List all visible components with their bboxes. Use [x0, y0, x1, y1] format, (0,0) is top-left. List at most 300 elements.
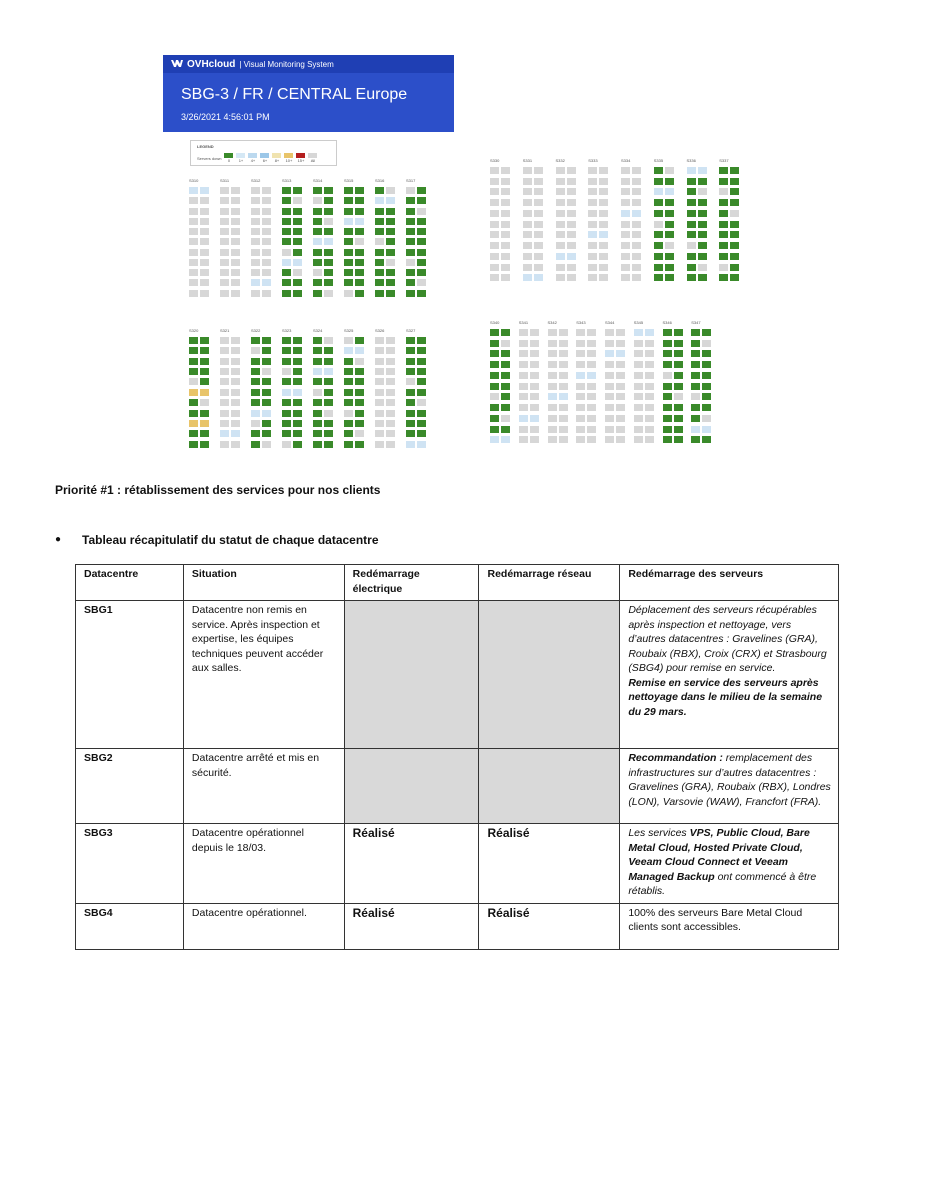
rack-label: S341 [518, 320, 529, 325]
server-cell [530, 383, 539, 390]
server-cell [344, 197, 353, 204]
server-cell [406, 218, 415, 225]
server-cell [663, 372, 672, 379]
server-cell [231, 197, 240, 204]
server-cell [262, 290, 271, 297]
server-cell [355, 228, 364, 235]
server-cell [691, 393, 700, 400]
server-cell [719, 274, 728, 281]
server-cell [530, 350, 539, 357]
server-cell [313, 399, 322, 406]
server-cell [200, 279, 209, 286]
server-cell [490, 167, 499, 174]
server-cell [519, 372, 528, 379]
server-cell [730, 264, 739, 271]
server-cell [406, 368, 415, 375]
server-cell [599, 274, 608, 281]
server-cell [344, 378, 353, 385]
server-cell [567, 242, 576, 249]
table-header-row [76, 565, 839, 601]
server-cell [344, 441, 353, 448]
server-cell [519, 329, 528, 336]
server-cell [324, 290, 333, 297]
server-cell [654, 253, 663, 260]
server-cell [324, 269, 333, 276]
server-cell [654, 167, 663, 174]
rack-label: S336 [686, 158, 696, 163]
server-cell [375, 249, 384, 256]
server-cell [616, 436, 625, 443]
server-cell [654, 274, 663, 281]
server-cell [588, 242, 597, 249]
cell-datacentre: SBG2 [76, 749, 184, 824]
server-cell [632, 178, 641, 185]
server-cell [386, 249, 395, 256]
server-cell [282, 420, 291, 427]
server-cell [654, 221, 663, 228]
server-cell [313, 259, 322, 266]
server-cell [719, 221, 728, 228]
server-cell [324, 249, 333, 256]
server-cell [490, 383, 499, 390]
server-cell [262, 187, 271, 194]
server-cell [344, 290, 353, 297]
server-cell [654, 178, 663, 185]
server-cell [501, 361, 510, 368]
rack-label: S324 [313, 328, 323, 333]
server-cell [576, 383, 585, 390]
legend [190, 140, 337, 166]
server-cell [251, 249, 260, 256]
server-cell [282, 337, 291, 344]
server-cell [282, 389, 291, 396]
server-cell [698, 199, 707, 206]
server-cell [262, 259, 271, 266]
server-cell [220, 378, 229, 385]
server-cell [567, 178, 576, 185]
server-cell [702, 415, 711, 422]
server-cell [616, 329, 625, 336]
server-cell [200, 410, 209, 417]
server-cell [674, 361, 683, 368]
server-cell [687, 231, 696, 238]
server-cell [702, 340, 711, 347]
header-reseau: Redémarrage réseau [479, 565, 620, 601]
server-cell [189, 368, 198, 375]
server-cell [634, 372, 643, 379]
server-cell [663, 426, 672, 433]
server-cell [220, 420, 229, 427]
server-cell [599, 178, 608, 185]
server-cell [702, 426, 711, 433]
server-cell [730, 221, 739, 228]
server-cell [587, 393, 596, 400]
server-cell [355, 378, 364, 385]
server-cell [519, 436, 528, 443]
rack-label: S343 [576, 320, 586, 325]
server-cell [251, 208, 260, 215]
sbg2-servers-label: Recommandation : [628, 752, 723, 764]
server-cell [632, 199, 641, 206]
server-cell [324, 441, 333, 448]
server-cell [262, 399, 271, 406]
server-cell [386, 410, 395, 417]
server-cell [698, 178, 707, 185]
legend-item-label: 8+ [274, 158, 280, 163]
server-cell [375, 430, 384, 437]
server-cell [220, 347, 229, 354]
server-cell [588, 231, 597, 238]
server-cell [548, 404, 557, 411]
server-cell [386, 430, 395, 437]
rack-label: S322 [251, 328, 261, 333]
server-cell [293, 410, 302, 417]
table-row-sbg2 [76, 749, 839, 824]
cell-situation: Datacentre non remis en service. Après inspection et expertise, les équipes techniques peuvent accéder aux salles. [183, 601, 344, 749]
server-cell [417, 259, 426, 266]
server-cell [375, 218, 384, 225]
server-cell [702, 404, 711, 411]
server-cell [567, 264, 576, 271]
server-cell [501, 188, 510, 195]
server-cell [534, 210, 543, 217]
server-cell [262, 368, 271, 375]
server-cell [406, 259, 415, 266]
server-cell [567, 167, 576, 174]
server-cell [698, 210, 707, 217]
server-cell [665, 188, 674, 195]
server-cell [490, 350, 499, 357]
server-cell [262, 347, 271, 354]
rack-label: S340 [490, 320, 500, 325]
server-cell [523, 188, 532, 195]
server-cell [344, 259, 353, 266]
server-cell [313, 358, 322, 365]
server-cell [406, 378, 415, 385]
server-cell [375, 399, 384, 406]
server-cell [730, 167, 739, 174]
server-cell [559, 372, 568, 379]
server-cell [220, 249, 229, 256]
server-cell [386, 358, 395, 365]
server-cell [293, 430, 302, 437]
rack-label: S321 [220, 328, 230, 333]
server-cell [293, 358, 302, 365]
server-cell [417, 347, 426, 354]
server-cell [702, 393, 711, 400]
server-cell [375, 259, 384, 266]
server-cell [632, 253, 641, 260]
legend-title: LEGEND [197, 144, 214, 149]
server-cell [355, 249, 364, 256]
server-cell [621, 253, 630, 260]
server-cell [344, 420, 353, 427]
server-cell [702, 383, 711, 390]
server-cell [587, 415, 596, 422]
server-cell [313, 378, 322, 385]
server-cell [665, 274, 674, 281]
server-cell [251, 238, 260, 245]
server-cell [386, 368, 395, 375]
server-cell [406, 410, 415, 417]
server-cell [220, 269, 229, 276]
server-cell [674, 404, 683, 411]
server-cell [588, 210, 597, 217]
server-cell [355, 337, 364, 344]
server-cell [375, 337, 384, 344]
server-cell [262, 208, 271, 215]
server-cell [231, 389, 240, 396]
server-cell [490, 404, 499, 411]
server-cell [200, 368, 209, 375]
server-cell [293, 218, 302, 225]
server-cell [313, 269, 322, 276]
server-cell [200, 238, 209, 245]
server-cell [588, 264, 597, 271]
server-cell [519, 393, 528, 400]
server-cell [355, 420, 364, 427]
server-cell [344, 249, 353, 256]
server-cell [501, 221, 510, 228]
server-cell [189, 441, 198, 448]
server-cell [313, 420, 322, 427]
server-cell [375, 410, 384, 417]
server-cell [231, 410, 240, 417]
server-cell [645, 372, 654, 379]
server-cell [632, 210, 641, 217]
server-cell [530, 340, 539, 347]
server-cell [576, 350, 585, 357]
server-cell [654, 199, 663, 206]
server-cell [599, 253, 608, 260]
server-cell [313, 279, 322, 286]
server-cell [406, 399, 415, 406]
server-cell [501, 253, 510, 260]
server-cell [621, 178, 630, 185]
server-cell [386, 279, 395, 286]
server-cell [344, 269, 353, 276]
server-cell [251, 389, 260, 396]
server-cell [519, 415, 528, 422]
server-cell [417, 238, 426, 245]
cell-serveurs [620, 601, 839, 749]
server-cell [282, 441, 291, 448]
server-cell [355, 208, 364, 215]
server-cell [282, 368, 291, 375]
rack-label: S315 [344, 178, 354, 183]
rack-label: S330 [490, 158, 500, 163]
server-cell [324, 197, 333, 204]
server-cell [231, 347, 240, 354]
server-cell [417, 290, 426, 297]
server-cell [588, 274, 597, 281]
server-cell [588, 221, 597, 228]
server-cell [730, 210, 739, 217]
legend-item-label: All [310, 158, 316, 163]
server-cell [220, 290, 229, 297]
server-cell [262, 358, 271, 365]
server-cell [634, 329, 643, 336]
server-cell [231, 378, 240, 385]
server-cell [189, 410, 198, 417]
server-cell [587, 329, 596, 336]
server-cell [548, 372, 557, 379]
server-cell [687, 274, 696, 281]
server-cell [386, 238, 395, 245]
server-cell [355, 441, 364, 448]
server-cell [293, 228, 302, 235]
server-cell [490, 393, 499, 400]
server-cell [501, 199, 510, 206]
server-cell [599, 210, 608, 217]
server-cell [501, 404, 510, 411]
server-cell [645, 350, 654, 357]
server-cell [220, 208, 229, 215]
server-cell [556, 210, 565, 217]
server-cell [576, 404, 585, 411]
server-cell [386, 259, 395, 266]
server-cell [355, 368, 364, 375]
server-cell [189, 269, 198, 276]
server-cell [534, 167, 543, 174]
server-cell [548, 393, 557, 400]
rack-label: S331 [522, 158, 533, 163]
server-cell [386, 337, 395, 344]
rack-label: S342 [547, 320, 557, 325]
server-cell [632, 231, 641, 238]
server-cell [634, 350, 643, 357]
server-cell [406, 187, 415, 194]
server-cell [375, 389, 384, 396]
server-cell [632, 242, 641, 249]
server-cell [698, 253, 707, 260]
server-cell [548, 350, 557, 357]
server-cell [556, 188, 565, 195]
server-cell [200, 249, 209, 256]
server-cell [293, 249, 302, 256]
server-cell [220, 337, 229, 344]
server-cell [324, 238, 333, 245]
server-cell [313, 368, 322, 375]
header-serveurs: Redémarrage des serveurs [620, 565, 839, 601]
server-cell [687, 178, 696, 185]
server-cell [313, 410, 322, 417]
rack-label: S346 [662, 320, 672, 325]
server-cell [282, 410, 291, 417]
server-cell [282, 279, 291, 286]
server-cell [200, 430, 209, 437]
server-cell [251, 269, 260, 276]
server-cell [231, 368, 240, 375]
server-cell [621, 221, 630, 228]
server-cell [674, 436, 683, 443]
server-cell [417, 337, 426, 344]
server-cell [645, 361, 654, 368]
server-cell [687, 253, 696, 260]
server-cell [406, 430, 415, 437]
server-cell [523, 167, 532, 174]
server-cell [501, 242, 510, 249]
sbg2-servers-text: remplacement des infrastructures sur d’autres datacentres : Gravelines (GRA), Roubaix (RBX), Londres (LON), Varsovie (WAW), Francfort (FRA). [628, 752, 831, 808]
legend-item [224, 153, 233, 163]
server-cell [519, 404, 528, 411]
server-cell [501, 436, 510, 443]
server-cell [654, 231, 663, 238]
server-cell [490, 415, 499, 422]
server-cell [293, 347, 302, 354]
server-cell [200, 358, 209, 365]
server-cell [645, 383, 654, 390]
server-cell [490, 329, 499, 336]
server-cell [490, 436, 499, 443]
server-cell [282, 290, 291, 297]
server-cell [324, 358, 333, 365]
server-cell [523, 178, 532, 185]
server-cell [588, 167, 597, 174]
server-cell [605, 404, 614, 411]
server-cell [632, 167, 641, 174]
server-cell [200, 208, 209, 215]
server-cell [665, 221, 674, 228]
server-cell [567, 199, 576, 206]
server-cell [576, 372, 585, 379]
server-cell [262, 197, 271, 204]
sbg1-servers-note: Remise en service des serveurs après nettoyage dans le milieu de la semaine du 29 mars. [628, 676, 823, 718]
server-cell [386, 197, 395, 204]
server-cell [719, 178, 728, 185]
server-cell [530, 361, 539, 368]
server-cell [501, 231, 510, 238]
server-cell [220, 358, 229, 365]
server-cell [189, 279, 198, 286]
server-cell [663, 340, 672, 347]
server-cell [386, 420, 395, 427]
server-cell [375, 269, 384, 276]
server-cell [251, 337, 260, 344]
server-cell [616, 393, 625, 400]
server-cell [313, 430, 322, 437]
server-cell [645, 426, 654, 433]
server-cell [293, 368, 302, 375]
server-cell [417, 197, 426, 204]
server-cell [251, 410, 260, 417]
server-cell [616, 340, 625, 347]
server-cell [355, 218, 364, 225]
server-cell [313, 187, 322, 194]
server-cell [189, 430, 198, 437]
server-cell [262, 441, 271, 448]
server-cell [282, 208, 291, 215]
header-datacentre: Datacentre [76, 565, 184, 601]
server-cell [490, 242, 499, 249]
server-cell [501, 167, 510, 174]
server-cell [567, 188, 576, 195]
legend-item [308, 153, 317, 163]
server-cell [663, 361, 672, 368]
server-cell [632, 221, 641, 228]
server-cell [663, 383, 672, 390]
server-cell [324, 430, 333, 437]
server-cell [588, 253, 597, 260]
cell-situation: Datacentre arrêté et mis en sécurité. [183, 749, 344, 824]
server-cell [293, 389, 302, 396]
server-cell [599, 199, 608, 206]
server-cell [251, 218, 260, 225]
server-cell [251, 368, 260, 375]
server-cell [663, 436, 672, 443]
server-cell [231, 218, 240, 225]
table-row-sbg1 [76, 601, 839, 749]
